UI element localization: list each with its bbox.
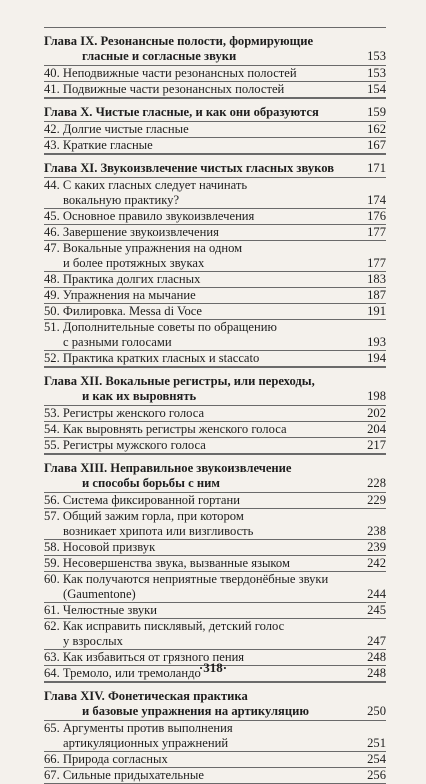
page-ref: 248 — [367, 666, 386, 680]
entry-title: 42. Долгие чистые гласные — [44, 122, 189, 136]
entry-title: 47. Вокальные упражнения на одном — [44, 241, 243, 255]
chapter-title: и как их выровнять — [82, 389, 197, 403]
page-ref: 251 — [367, 736, 386, 750]
page-ref: 174 — [367, 193, 386, 207]
toc-entry — [44, 768, 386, 783]
entry-title: у взрослых — [63, 634, 123, 648]
chapter-heading — [44, 461, 386, 476]
chapter-title: и базовые упражнения на артикуляцию — [82, 704, 310, 718]
chapter-heading — [44, 105, 386, 120]
entry-title: 65. Аргументы против выполнения — [44, 721, 233, 735]
page-ref: 171 — [367, 161, 386, 175]
entry-title: и более протяжных звуках — [63, 256, 205, 270]
page-ref: 239 — [367, 540, 386, 554]
toc-entry — [44, 619, 386, 634]
chapter-heading — [44, 704, 386, 719]
page-ref: 247 — [367, 634, 386, 648]
page-ref: 204 — [367, 422, 386, 436]
entry-title: 67. Сильные придыхательные — [44, 768, 204, 782]
page-ref: 193 — [367, 335, 386, 349]
page-ref: 153 — [367, 66, 386, 80]
toc-entry — [44, 304, 386, 319]
chapter-heading — [44, 34, 386, 49]
entry-title: (Gaumentone) — [63, 587, 136, 601]
entry-title: 64. Тремоло, или тремоландо — [44, 666, 201, 680]
toc-entry — [44, 209, 386, 224]
page-ref: 187 — [367, 288, 386, 302]
toc-entry — [44, 256, 386, 271]
toc-entry — [44, 406, 386, 421]
toc-entry — [44, 524, 386, 539]
page-ref: 194 — [367, 351, 386, 365]
toc-entry — [44, 122, 386, 137]
entry-title: 66. Природа согласных — [44, 752, 168, 766]
toc-entry — [44, 587, 386, 602]
page-ref: 177 — [367, 256, 386, 270]
entry-title: 57. Общий зажим горла, при котором — [44, 509, 244, 523]
chapter-title: Глава XIII. Неправильное звукоизвлечение — [44, 461, 292, 475]
toc-entry — [44, 241, 386, 256]
toc-entry — [44, 335, 386, 350]
entry-title: 41. Подвижные части резонансных полостей — [44, 82, 285, 96]
toc-entry — [44, 82, 386, 97]
entry-title: 45. Основное правило звукоизвлечения — [44, 209, 255, 223]
entry-title: 44. С каких гласных следует начинать — [44, 178, 248, 192]
entry-title: 48. Практика долгих гласных — [44, 272, 201, 286]
entry-title: 60. Как получаются неприятные твердонёбные звуки — [44, 572, 329, 586]
page-ref: 176 — [367, 209, 386, 223]
entry-title: 52. Практика кратких гласных и staccato — [44, 351, 260, 365]
entry-title: 50. Филировка. Messa di Voce — [44, 304, 202, 318]
chapter-heading — [44, 49, 386, 64]
toc-entry — [44, 603, 386, 618]
toc-entry — [44, 540, 386, 555]
toc-entry — [44, 272, 386, 287]
entry-title: 59. Несовершенства звука, вызванные языком — [44, 556, 290, 570]
page-ref: 245 — [367, 603, 386, 617]
toc-entry — [44, 556, 386, 571]
page-ref: 162 — [367, 122, 386, 136]
page-ref: 202 — [367, 406, 386, 420]
page-number: ·318· — [198, 660, 228, 675]
entry-title: 49. Упражнения на мычание — [44, 288, 196, 302]
page-ref: 244 — [367, 587, 386, 601]
toc-entry — [44, 225, 386, 240]
chapter-title: Глава XI. Звукоизвлечение чистых гласных звуков — [44, 161, 335, 175]
entry-title: 56. Система фиксированной гортани — [44, 493, 241, 507]
chapter-title: Глава XII. Вокальные регистры, или переходы, — [44, 374, 315, 388]
chapter-title: и способы борьбы с ним — [82, 476, 220, 490]
page-ref: 217 — [367, 438, 386, 452]
page-ref: 154 — [367, 82, 386, 96]
toc-entry — [44, 634, 386, 649]
entry-title: 61. Челюстные звуки — [44, 603, 158, 617]
toc-entry — [44, 736, 386, 751]
page-ref: 250 — [367, 704, 386, 718]
chapter-heading — [44, 689, 386, 704]
entry-title: 46. Завершение звукоизвлечения — [44, 225, 219, 239]
page-ref: 229 — [367, 493, 386, 507]
toc-entry — [44, 752, 386, 767]
toc-entry — [44, 572, 386, 587]
entry-title: 62. Как исправить писклявый, детский голос — [44, 619, 285, 633]
page-ref: 159 — [367, 105, 386, 119]
toc-entry — [44, 193, 386, 208]
chapter-title: гласные и согласные звуки — [82, 49, 237, 63]
page-ref: 191 — [367, 304, 386, 318]
chapter-title: Глава IX. Резонансные полости, формирующие — [44, 34, 314, 48]
page-ref: 248 — [367, 650, 386, 664]
page-ref: 167 — [367, 138, 386, 152]
entry-title: 40. Неподвижные части резонансных полостей — [44, 66, 297, 80]
entry-title: вокальную практику? — [63, 193, 180, 207]
toc-entry — [44, 493, 386, 508]
toc-entry — [44, 178, 386, 193]
toc-entry — [44, 288, 386, 303]
chapter-title: Глава X. Чистые гласные, и как они образуются — [44, 105, 319, 119]
page-ref: 228 — [367, 476, 386, 490]
entry-title: 43. Краткие гласные — [44, 138, 153, 152]
entry-title: с разными голосами — [63, 335, 172, 349]
page-ref: 177 — [367, 225, 386, 239]
toc-entry — [44, 721, 386, 736]
entry-title: 51. Дополнительные советы по обращению — [44, 320, 277, 334]
page-ref: 256 — [367, 768, 386, 782]
toc-entry — [44, 351, 386, 366]
chapter-title: Глава XIV. Фонетическая практика — [44, 689, 248, 703]
entry-title: 53. Регистры женского голоса — [44, 406, 205, 420]
entry-title: 55. Регистры мужского голоса — [44, 438, 206, 452]
page-ref: 153 — [367, 49, 386, 63]
entry-title: 63. Как избавиться от грязного пения — [44, 650, 245, 664]
entry-title: артикуляционных упражнений — [63, 736, 229, 750]
entry-title: возникает хрипота или визгливость — [63, 524, 254, 538]
chapter-heading — [44, 389, 386, 404]
toc-entry — [44, 138, 386, 153]
chapter-heading — [44, 374, 386, 389]
page-ref: 242 — [367, 556, 386, 570]
toc-entry — [44, 422, 386, 437]
page-ref: 238 — [367, 524, 386, 538]
page-ref: 198 — [367, 389, 386, 403]
chapter-heading — [44, 476, 386, 491]
toc-entry — [44, 509, 386, 524]
toc-entry — [44, 438, 386, 453]
entry-title: 54. Как выровнять регистры женского голоса — [44, 422, 287, 436]
chapter-heading — [44, 161, 386, 176]
page-ref: 254 — [367, 752, 386, 766]
toc-entry — [44, 66, 386, 81]
page-ref: 183 — [367, 272, 386, 286]
entry-title: 58. Носовой призвук — [44, 540, 156, 554]
toc-entry — [44, 320, 386, 335]
